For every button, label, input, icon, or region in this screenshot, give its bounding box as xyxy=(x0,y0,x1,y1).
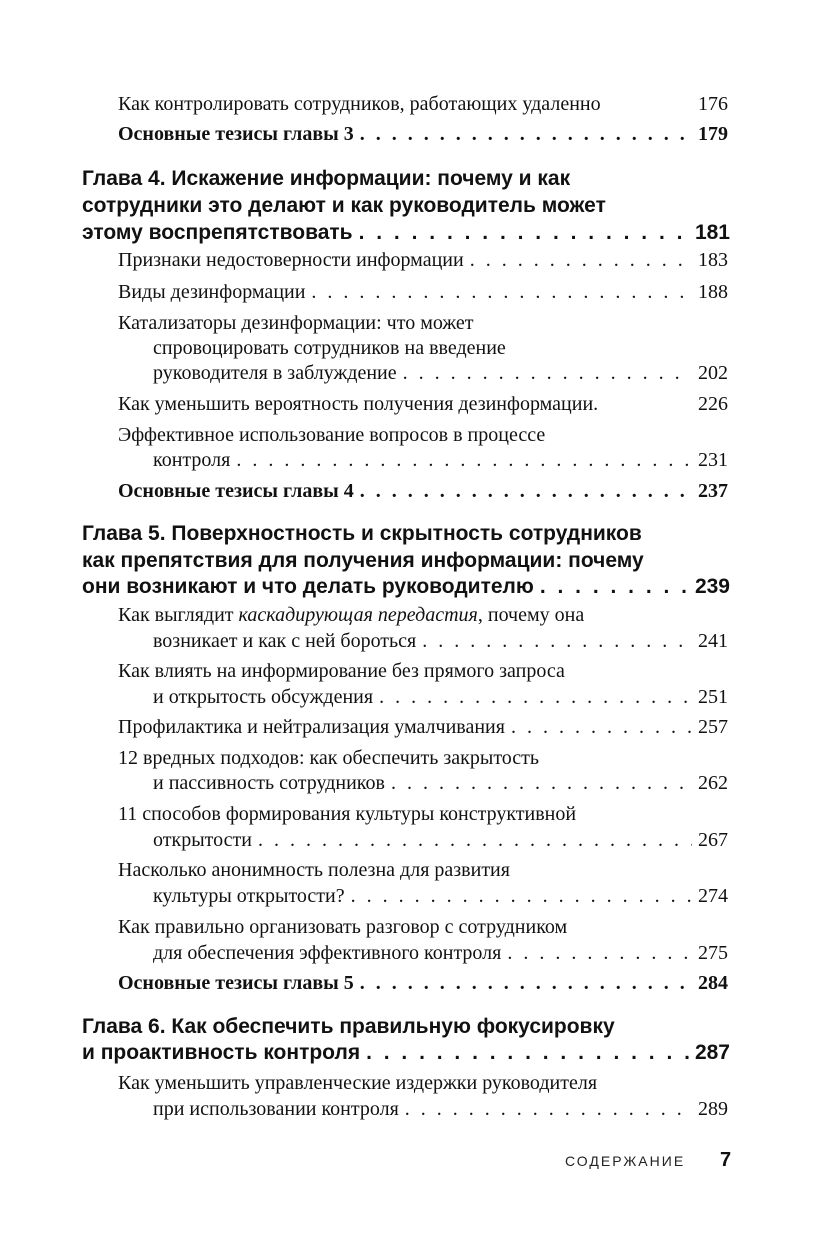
toc-entry xyxy=(153,362,728,385)
dot-leader xyxy=(366,1041,689,1065)
toc-entry xyxy=(153,829,728,852)
chapter-heading-row xyxy=(82,1041,730,1065)
toc-entry-title: при использовании контроля xyxy=(153,1098,399,1120)
chapter-heading-line xyxy=(82,522,642,546)
dot-leader xyxy=(511,716,692,739)
toc-entry-summary xyxy=(118,480,728,503)
toc-entry-line: 11 способов формирования культуры конструктивной xyxy=(118,803,577,825)
toc-entry xyxy=(118,281,728,304)
chapter-title: Как обеспечить правильную фокусировку xyxy=(165,1015,615,1038)
chapter-heading-line: сотрудники это делают и как руководитель может xyxy=(82,194,606,217)
dot-leader xyxy=(351,885,692,908)
toc-entry-page: 275 xyxy=(698,942,728,964)
toc-entry-page: 183 xyxy=(698,249,728,271)
toc-entry-title: и открытость обсуждения xyxy=(153,686,374,708)
toc-entry-summary xyxy=(118,972,728,995)
chapter-label: Глава 5. xyxy=(82,522,166,545)
chapter-heading-line xyxy=(82,167,570,191)
toc-entry xyxy=(153,772,728,795)
dot-leader xyxy=(311,281,692,304)
dot-leader xyxy=(405,1098,692,1121)
toc-entry-title-part: , почему она xyxy=(477,604,585,626)
chapter-page: 239 xyxy=(694,575,730,598)
toc-entry xyxy=(153,1098,728,1121)
chapter-title: и проактивность контроля xyxy=(82,1041,361,1064)
toc-entry-title: Основные тезисы главы 5 xyxy=(118,972,354,994)
toc-entry-line: Эффективное использование вопросов в процессе xyxy=(118,424,546,446)
chapter-title: Поверхностность и скрытность сотрудников xyxy=(165,522,642,545)
toc-entry-page: 274 xyxy=(698,885,728,907)
toc-entry-title: возникает и как с ней бороться xyxy=(153,630,417,652)
chapter-page: 287 xyxy=(694,1041,730,1064)
dot-leader xyxy=(391,772,692,795)
dot-leader xyxy=(403,362,692,385)
chapter-heading-line: как препятствия для получения информации: почему xyxy=(82,549,644,572)
toc-entry-line: Как влиять на информирование без прямого запроса xyxy=(118,660,565,682)
toc-entry-line: спровоцировать сотрудников на введение xyxy=(153,337,506,359)
chapter-label: Глава 6. xyxy=(82,1015,166,1038)
chapter-heading-row xyxy=(82,221,730,245)
toc-entry-line: 12 вредных подходов: как обеспечить закрытость xyxy=(118,747,540,769)
toc-entry-title: Профилактика и нейтрализация умалчивания xyxy=(118,716,505,738)
toc-entry xyxy=(118,393,728,416)
toc-entry xyxy=(153,686,728,709)
dot-leader xyxy=(507,942,692,965)
toc-entry-page: 188 xyxy=(698,281,728,303)
toc-entry-page: 179 xyxy=(698,123,728,145)
toc-entry-line: Катализаторы дезинформации: что может xyxy=(118,312,474,334)
dot-leader xyxy=(540,575,689,599)
toc-entry xyxy=(153,942,728,965)
chapter-heading-row xyxy=(82,575,730,599)
toc-entry xyxy=(153,885,728,908)
toc-entry-page: 251 xyxy=(698,686,728,708)
chapter-label: Глава 4. xyxy=(82,167,166,190)
toc-entry xyxy=(118,716,728,739)
toc-entry-page: 226 xyxy=(698,393,728,415)
toc-entry-line: Насколько анонимность полезна для развития xyxy=(118,859,510,881)
toc-entry-title: Основные тезисы главы 3 xyxy=(118,123,354,145)
toc-entry-title: Как уменьшить вероятность получения дезинформации. xyxy=(118,393,599,415)
toc-entry-title: Как контролировать сотрудников, работающих удаленно xyxy=(118,93,601,115)
dot-leader xyxy=(359,221,689,245)
dot-leader xyxy=(422,630,692,653)
dot-leader xyxy=(360,972,692,995)
toc-entry-title: и пассивность сотрудников xyxy=(153,772,385,794)
toc-entry-title: Основные тезисы главы 4 xyxy=(118,480,354,502)
toc-entry xyxy=(153,449,728,472)
dot-leader xyxy=(236,449,692,472)
running-footer-section: СОДЕРЖАНИЕ xyxy=(565,1153,686,1169)
toc-entry-summary xyxy=(118,123,728,146)
dot-leader xyxy=(379,686,692,709)
toc-entry-title: контроля xyxy=(153,449,231,471)
toc-entry-title: для обеспечения эффективного контроля xyxy=(153,942,502,964)
chapter-title: Искажение информации: почему и как xyxy=(165,167,571,190)
toc-entry-title: культуры открытости? xyxy=(153,885,345,907)
dot-leader xyxy=(360,123,692,146)
toc-entry-page: 231 xyxy=(698,449,728,471)
toc-entry xyxy=(153,630,728,653)
toc-entry-title: Признаки недостоверности информации xyxy=(118,249,464,271)
toc-entry-page: 284 xyxy=(698,972,728,994)
toc-entry-page: 176 xyxy=(698,93,728,115)
toc-entry-line xyxy=(118,604,584,627)
toc-entry-page: 289 xyxy=(698,1098,728,1120)
toc-entry-page: 267 xyxy=(698,829,728,851)
toc-entry-page: 202 xyxy=(698,362,728,384)
toc-entry-title: Виды дезинформации xyxy=(118,281,306,303)
toc-entry xyxy=(118,93,728,116)
chapter-heading-line xyxy=(82,1015,615,1039)
toc-entry-title: руководителя в заблуждение xyxy=(153,362,397,384)
toc-entry-line: Как уменьшить управленческие издержки руководителя xyxy=(118,1072,598,1094)
toc-entry-page: 237 xyxy=(698,480,728,502)
toc-entry-title: открытости xyxy=(153,829,252,851)
dot-leader xyxy=(360,480,692,503)
toc-entry-page: 262 xyxy=(698,772,728,794)
chapter-title: они возникают и что делать руководителю xyxy=(82,575,534,598)
toc-entry-page: 257 xyxy=(698,716,728,738)
toc-entry-title-part: Как выглядит xyxy=(118,604,239,626)
page-number: 7 xyxy=(720,1149,732,1171)
chapter-page: 181 xyxy=(694,221,730,244)
dot-leader xyxy=(470,249,692,272)
toc-entry-page: 241 xyxy=(698,630,728,652)
toc-entry xyxy=(118,249,728,272)
toc-entry-line: Как правильно организовать разговор с сотрудником xyxy=(118,916,568,938)
chapter-title: этому воспрепятствовать xyxy=(82,221,353,244)
toc-entry-term: каскадирующая передастия xyxy=(238,604,478,626)
dot-leader xyxy=(258,829,692,852)
